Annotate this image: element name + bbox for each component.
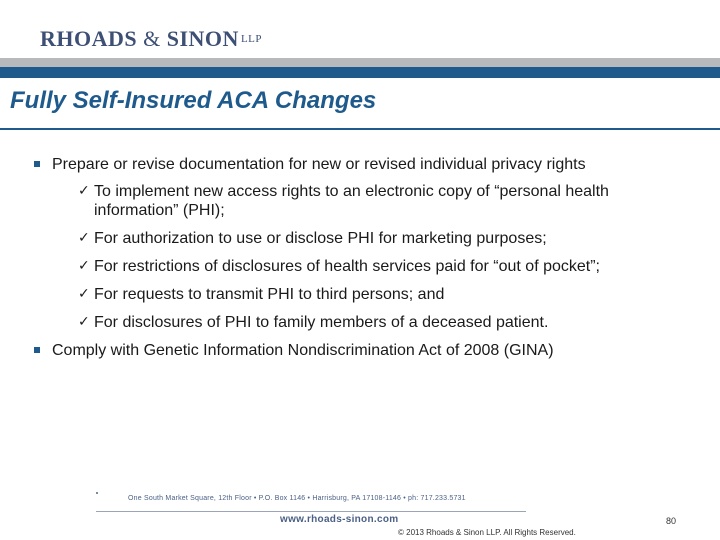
title-divider — [0, 128, 720, 130]
sub-bullet-text: For authorization to use or disclose PHI for marketing purposes; — [94, 230, 547, 247]
sub-bullet-item — [78, 285, 694, 304]
square-bullet-icon — [34, 161, 40, 167]
bullet-text: Prepare or revise documentation for new or revised individual privacy rights — [52, 156, 586, 173]
header-band-blue — [0, 67, 720, 78]
logo-suffix: LLP — [240, 33, 262, 45]
sub-bullet-text: To implement new access rights to an electronic copy of “personal health information” (PHI); — [94, 183, 609, 219]
slide-title: Fully Self-Insured ACA Changes — [10, 87, 377, 114]
bullet-item — [34, 341, 694, 360]
bullet-text: Comply with Genetic Information Nondiscrimination Act of 2008 (GINA) — [52, 342, 554, 359]
checkmark-icon: ✓ — [78, 183, 90, 199]
logo-name-part1: RHOADS — [40, 26, 138, 51]
sub-bullet-item — [78, 229, 694, 248]
checkmark-icon: ✓ — [78, 258, 90, 274]
footer-divider — [96, 511, 526, 512]
sub-bullet-item — [78, 182, 694, 220]
footer-website-link[interactable]: www.rhoads-sinon.com — [280, 514, 399, 525]
sub-bullet-item — [78, 313, 694, 332]
copyright-text: © 2013 Rhoads & Sinon LLP. All Rights Reserved. — [398, 528, 576, 537]
logo-name-part2: SINON — [166, 26, 239, 51]
slide-body — [34, 155, 694, 368]
bullet-item — [34, 155, 694, 174]
checkmark-icon: ✓ — [78, 230, 90, 246]
checkmark-icon: ✓ — [78, 314, 90, 330]
page-number: 80 — [666, 516, 677, 526]
sub-bullet-text: For requests to transmit PHI to third persons; and — [94, 286, 445, 303]
sub-bullet-text: For restrictions of disclosures of health services paid for “out of pocket”; — [94, 258, 600, 275]
logo-ampersand: & — [143, 26, 161, 51]
header-band-grey — [0, 58, 720, 67]
footer-address: One South Market Square, 12th Floor • P.O. Box 1146 • Harrisburg, PA 17108-1146 • ph: 717.233.5731 — [128, 495, 466, 502]
sub-bullet-item — [78, 257, 694, 276]
footer-dot — [96, 492, 98, 494]
sub-bullet-list — [34, 182, 694, 332]
square-bullet-icon — [34, 347, 40, 353]
checkmark-icon: ✓ — [78, 286, 90, 302]
firm-logo — [40, 26, 262, 52]
sub-bullet-text: For disclosures of PHI to family members of a deceased patient. — [94, 314, 549, 331]
